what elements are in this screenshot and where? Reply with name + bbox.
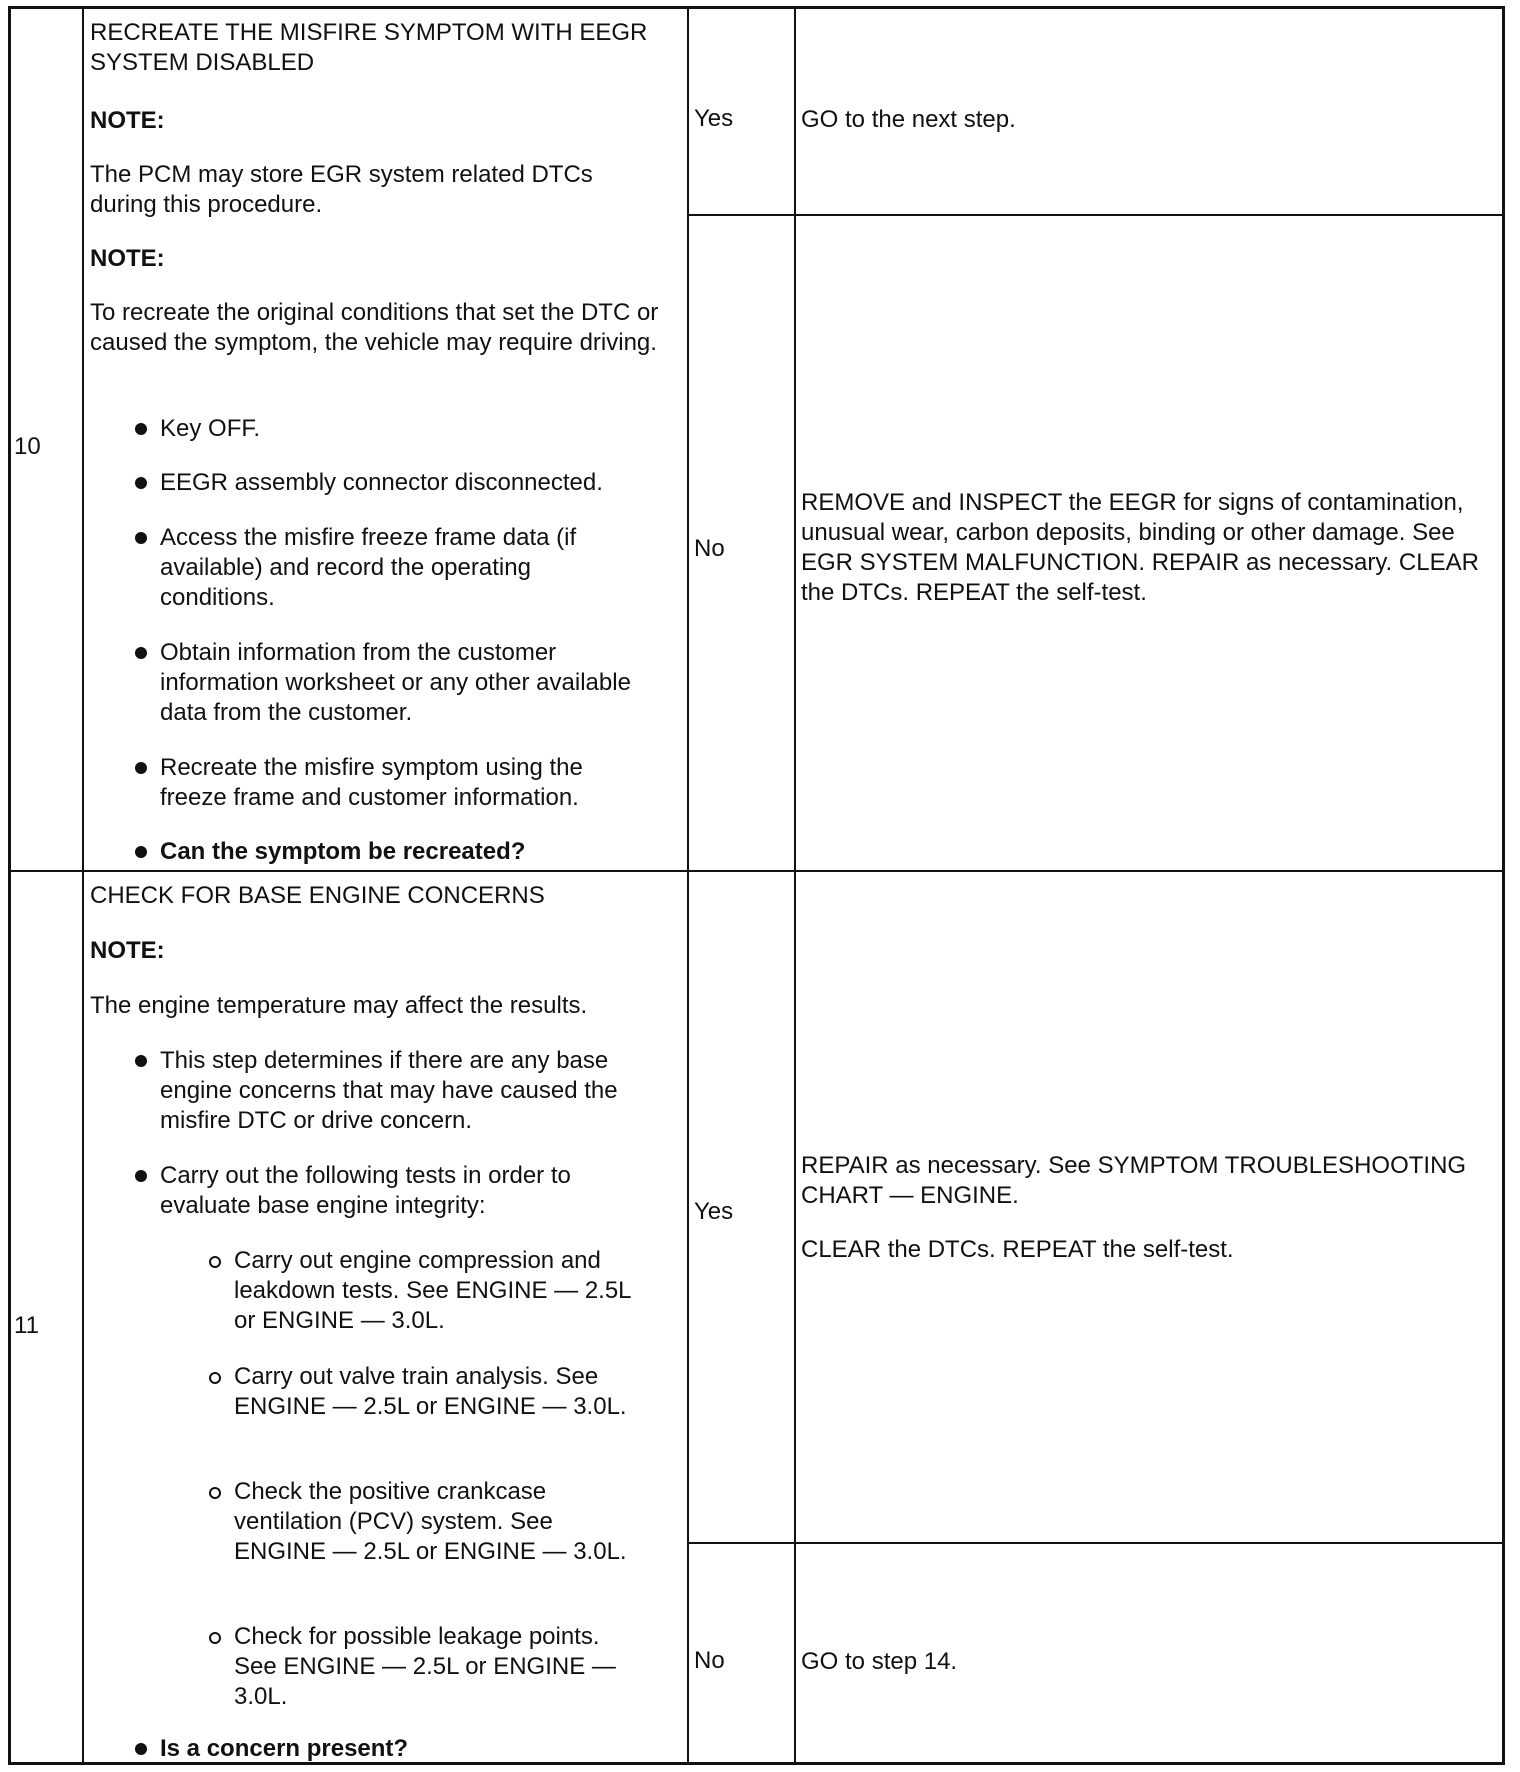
bullet-text: Recreate the misfire symptom using the freeze frame and customer information. <box>160 754 583 811</box>
subbullet-icon <box>209 1487 221 1499</box>
bullet-icon <box>135 532 147 544</box>
note-label: NOTE: <box>90 937 165 964</box>
bullet-text: This step determines if there are any base engine concerns that may have caused the misfire DTC or drive concern. <box>160 1047 618 1134</box>
result-divider <box>687 214 1502 216</box>
subbullet-icon <box>209 1632 221 1644</box>
subbullet-text: Check the positive crankcase ventilation (PCV) system. See ENGINE — 2.5L or ENGINE — 3.0L. <box>234 1478 627 1565</box>
subbullet-text: Carry out valve train analysis. See ENGINE — 2.5L or ENGINE — 3.0L. <box>234 1363 627 1420</box>
note-text: To recreate the original conditions that set the DTC or caused the symptom, the vehicle may require driving. <box>90 299 659 356</box>
bullet-icon <box>135 846 147 858</box>
bullet-icon <box>135 762 147 774</box>
bullet-question: Can the symptom be recreated? <box>160 838 526 865</box>
bullet-text: Obtain information from the customer information worksheet or any other available data from the customer. <box>160 639 631 726</box>
note-label: NOTE: <box>90 245 165 272</box>
note-label: NOTE: <box>90 107 165 134</box>
action-text: GO to the next step. <box>801 106 1016 133</box>
answer-yes: Yes <box>694 1198 734 1225</box>
diagnostic-table <box>8 6 1505 1765</box>
bullet-icon <box>135 1055 147 1067</box>
bullet-icon <box>135 1170 147 1182</box>
answer-no: No <box>694 535 725 562</box>
subbullet-icon <box>209 1256 221 1268</box>
bullet-text: EEGR assembly connector disconnected. <box>160 469 603 496</box>
result-divider <box>687 1542 1502 1544</box>
action-text: REMOVE and INSPECT the EEGR for signs of contamination, unusual wear, carbon deposits, binding or other damage. See EGR SYSTEM MALFUNCTION. REPAIR as necessary. CLEAR the DTCs. REPEAT the self-test. <box>801 489 1479 606</box>
answer-no: No <box>694 1647 725 1674</box>
step-number: 10 <box>14 433 41 460</box>
bullet-icon <box>135 1743 147 1755</box>
bullet-icon <box>135 477 147 489</box>
bullet-question: Is a concern present? <box>160 1735 409 1762</box>
bullet-text: Access the misfire freeze frame data (if available) and record the operating conditions. <box>160 524 577 611</box>
column-divider <box>794 9 796 1762</box>
note-text: The engine temperature may affect the results. <box>90 992 588 1019</box>
action-text: GO to step 14. <box>801 1648 958 1675</box>
column-divider <box>687 9 689 1762</box>
bullet-text: Key OFF. <box>160 415 261 442</box>
subbullet-text: Carry out engine compression and leakdown tests. See ENGINE — 2.5L or ENGINE — 3.0L. <box>234 1247 631 1334</box>
action-text: CLEAR the DTCs. REPEAT the self-test. <box>801 1236 1234 1263</box>
note-text: The PCM may store EGR system related DTCs during this procedure. <box>90 161 593 218</box>
step-title: CHECK FOR BASE ENGINE CONCERNS <box>90 882 545 909</box>
bullet-icon <box>135 647 147 659</box>
action-text: REPAIR as necessary. See SYMPTOM TROUBLESHOOTING CHART — ENGINE. <box>801 1152 1467 1209</box>
column-divider <box>82 9 84 1762</box>
row-divider <box>11 870 1502 872</box>
subbullet-icon <box>209 1372 221 1384</box>
answer-yes: Yes <box>694 105 734 132</box>
step-title: RECREATE THE MISFIRE SYMPTOM WITH EEGR SYSTEM DISABLED <box>90 19 648 76</box>
bullet-icon <box>135 423 147 435</box>
subbullet-text: Check for possible leakage points. See ENGINE — 2.5L or ENGINE — 3.0L. <box>234 1623 616 1710</box>
bullet-text: Carry out the following tests in order to evaluate base engine integrity: <box>160 1162 571 1219</box>
step-number: 11 <box>14 1312 39 1339</box>
